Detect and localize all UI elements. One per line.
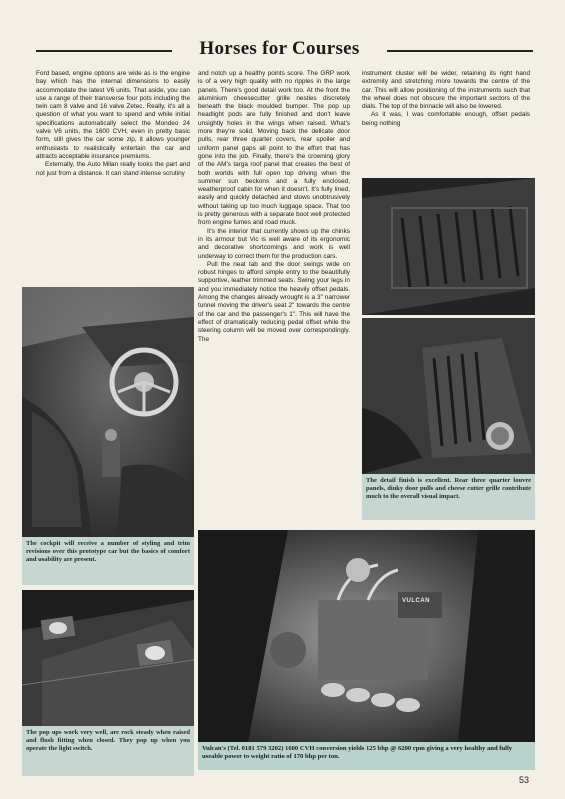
detail-finish-photo [362, 318, 535, 474]
detail-caption: The detail finish is excellent. Rear three quarter louvre panels, dinky door pulls and cheese cutter grille contribute much to the overall visual impact. [362, 474, 535, 520]
rear-louvre-photo [362, 178, 535, 315]
cockpit-caption: The cockpit will receive a number of styling and trim revisions over this prototype car but the basics of comfort and usability are present. [22, 537, 194, 585]
page-number: 53 [518, 775, 529, 785]
article-column-2 [198, 70, 350, 344]
paragraph: Ford based, engine options are wide as is the engine bay which has the internal dimensions to easily accommodate the latest V6 units. That aside, you can use a range of their transverse four pots including the twin cam 8 valve and 16 valve Zetec. Really, it's all a question of what you want to spend and while initial specifications automatically select the Mondeo 24 valve V6 units, the 1600 CVH, even in pretty basic form, still gives the car some zip, it allows younger enthusiasts to realistically entertain the car and attracts acceptable insurance premiums. [36, 70, 190, 160]
cockpit-photo [22, 287, 194, 537]
popup-caption: The pop ups work very well, are rock steady when raised and flush fitting when closed. They pop up when you operate the light switch. [22, 726, 194, 776]
paragraph: As it was, I was comfortable enough, offset pedals being nothing [362, 111, 530, 127]
engine-caption: Vulcan's (Tel. 0181 579 3202) 1600 CVH conversion yields 125 bhp @ 6200 rpm giving a very healthy and fully useable power to weight ratio of 170 bhp per ton. [198, 742, 535, 770]
header-rule-right [387, 50, 533, 52]
engine-bay-photo [198, 530, 535, 742]
paragraph: It's the interior that currently shows up the chinks in its armour but Vic is well aware of its ergonomic and decorative shortcomings and work is well underway to correct them for the production cars. [198, 227, 350, 260]
page-title: Horses for Courses [199, 38, 360, 59]
paragraph: and notch up a healthy points score. The GRP work is of a very high quality with no ripples in the large panels. There's good detail work too. At the front the aluminium cheesecutter grille nestles discretely beneath the black moulded bumper. The pop up headlight pods are fully finished and don't leave unsightly holes in the wings when raised. What's more they're solid. Moving back the delicate door pulls, rear three quarter covers, rear spoiler and uniform panel gaps all point to the effort that has gone into the job. Finally, there's the crowning glory of the AM's targa roof panel that creates the best of both worlds with full open top driving when the summer sun beckons and a fully enclosed, weatherproof cabin for when it doesn't. It's fully lined, easily and quickly detached and stows unobtrusively without taking up too much luggage space. That too is pretty generous with a separate boot well protected from engine fumes and road muck. [198, 70, 350, 227]
paragraph: Externally, the Auto Milan really looks the part and not just from a distance. It can stand intense scrutiny [36, 161, 190, 177]
engine-badge: VULCAN [402, 598, 430, 604]
article-column-3 [362, 70, 530, 128]
header-rule-left [36, 50, 172, 52]
paragraph: Pull the neat tab and the door swings wide on robust hinges to afford simple entry to the beautifully supportive, leather trimmed seats. Swing your legs in and you immediately notice the heavily offset pedals. Among the changes already wrought is a 3" narrower tunnel moving the driver's seat 2" towards the centre of the car and the passenger's 1". This will have the effect of dramatically reducing pedal offset while the steering column will be moved over correspondingly. The [198, 260, 350, 343]
article-column-1 [36, 70, 190, 178]
paragraph: instrument cluster will be wider, retaining its right hand extremity and stretching more towards the centre of the car. This will allow positioning of the instruments such that the wheel does not obscure the important sectors of the dials. The top of the binnacle will also be lowered. [362, 70, 530, 111]
popup-headlights-photo [22, 590, 194, 726]
